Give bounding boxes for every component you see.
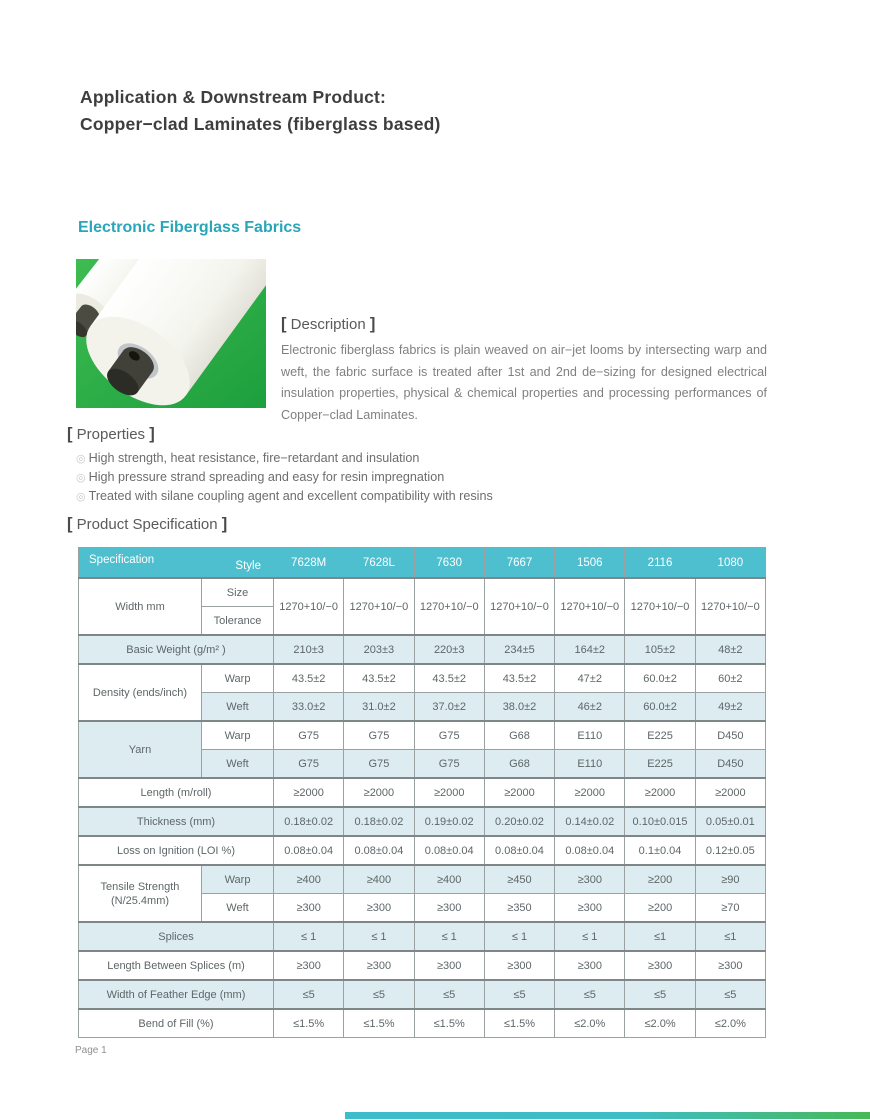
- style-column-header: 7630: [414, 548, 484, 579]
- style-column-header: 1506: [555, 548, 625, 579]
- row-label-thickness: Thickness (mm): [79, 807, 274, 836]
- spec-cell: 1270+10/−0: [555, 578, 625, 635]
- spec-cell: 43.5±2: [344, 664, 414, 693]
- spec-cell: 1270+10/−0: [344, 578, 414, 635]
- row-label-splices: Splices: [79, 922, 274, 951]
- table-row-density-warp: [79, 664, 766, 693]
- spec-cell: 43.5±2: [484, 664, 554, 693]
- row-label-density: Density (ends/inch): [79, 664, 202, 721]
- sub-label-warp: Warp: [202, 664, 274, 693]
- spec-cell: ≥300: [414, 894, 484, 923]
- spec-cell: ≥300: [555, 894, 625, 923]
- spec-cell: G75: [414, 750, 484, 779]
- row-label-basic-weight: Basic Weight (g/m² ): [79, 635, 274, 664]
- section-heading: Electronic Fiberglass Fabrics: [78, 219, 302, 236]
- sub-label-weft: Weft: [202, 894, 274, 923]
- spec-cell: ≥200: [625, 894, 695, 923]
- spec-cell: 43.5±2: [414, 664, 484, 693]
- spec-cell: ≥300: [555, 865, 625, 894]
- spec-cell: 49±2: [695, 693, 765, 722]
- product-photo: [76, 259, 266, 408]
- spec-cell: ≥2000: [484, 778, 554, 807]
- table-row-length: [79, 778, 766, 807]
- spec-cell: 105±2: [625, 635, 695, 664]
- row-label-length-between-splices: Length Between Splices (m): [79, 951, 274, 980]
- bracket-open: [: [281, 315, 287, 333]
- spec-cell: ≥300: [344, 951, 414, 980]
- sub-label-tolerance: Tolerance: [202, 607, 274, 636]
- spec-cell: 0.05±0.01: [695, 807, 765, 836]
- sub-label-warp: Warp: [202, 721, 274, 750]
- spec-cell: 0.14±0.02: [555, 807, 625, 836]
- description-paragraph: Electronic fiberglass fabrics is plain weaved on air−jet looms by intersecting warp and weft, the fabric surface is treated after 1st and 2nd de−sizing for designed electrical insulation properties, physical & chemical properties and processing performances of Copper−clad Laminates.: [281, 343, 767, 422]
- table-row-loi: [79, 836, 766, 865]
- spec-cell: 0.08±0.04: [274, 836, 344, 865]
- bracket-close: ]: [221, 515, 228, 533]
- spec-cell: 1270+10/−0: [695, 578, 765, 635]
- row-label-width: Width mm: [79, 578, 202, 635]
- spec-cell: ≥300: [414, 951, 484, 980]
- spec-cell: E110: [555, 750, 625, 779]
- spec-cell: 0.12±0.05: [695, 836, 765, 865]
- table-row-splices: [79, 922, 766, 951]
- spec-cell: ≤2.0%: [625, 1009, 695, 1038]
- page-title-line2: Copper−clad Laminates (fiberglass based): [80, 114, 441, 134]
- spec-cell: ≤5: [414, 980, 484, 1009]
- spec-cell: ≥200: [625, 865, 695, 894]
- spec-cell: ≤5: [274, 980, 344, 1009]
- spec-cell: ≤5: [484, 980, 554, 1009]
- properties-heading: [67, 425, 155, 444]
- row-label-yarn: Yarn: [79, 721, 202, 778]
- spec-cell: ≤ 1: [344, 922, 414, 951]
- spec-cell: ≤ 1: [555, 922, 625, 951]
- spec-cell: 1270+10/−0: [414, 578, 484, 635]
- bracket-open: [: [67, 515, 73, 533]
- spec-cell: ≤ 1: [414, 922, 484, 951]
- table-row-thickness: [79, 807, 766, 836]
- sub-label-size: Size: [202, 578, 274, 607]
- property-item-text: High strength, heat resistance, fire−retardant and insulation: [88, 451, 420, 465]
- sub-label-weft: Weft: [202, 750, 274, 779]
- table-header-row: [79, 548, 766, 579]
- spec-cell: ≤2.0%: [555, 1009, 625, 1038]
- spec-cell: 0.08±0.04: [414, 836, 484, 865]
- spec-cell: G75: [344, 721, 414, 750]
- spec-cell: ≥300: [344, 894, 414, 923]
- spec-cell: ≤1.5%: [274, 1009, 344, 1038]
- row-label-tensile-strength: [79, 865, 202, 922]
- spec-cell: G68: [484, 721, 554, 750]
- table-row-yarn-warp: [79, 721, 766, 750]
- spec-cell: ≥300: [695, 951, 765, 980]
- spec-cell: 60.0±2: [625, 664, 695, 693]
- spec-cell: 60.0±2: [625, 693, 695, 722]
- property-item: [76, 450, 493, 469]
- spec-cell: ≤1.5%: [414, 1009, 484, 1038]
- spec-cell: ≤1: [625, 922, 695, 951]
- spec-cell: ≤ 1: [484, 922, 554, 951]
- spec-cell: 31.0±2: [344, 693, 414, 722]
- spec-cell: 0.1±0.04: [625, 836, 695, 865]
- spec-cell: ≥300: [625, 951, 695, 980]
- spec-cell: 48±2: [695, 635, 765, 664]
- spec-cell: 0.19±0.02: [414, 807, 484, 836]
- spec-cell: 0.18±0.02: [274, 807, 344, 836]
- spec-cell: ≤5: [695, 980, 765, 1009]
- spec-cell: 210±3: [274, 635, 344, 664]
- spec-cell: ≥350: [484, 894, 554, 923]
- property-item-text: High pressure strand spreading and easy for resin impregnation: [88, 469, 445, 484]
- table-corner-cell: [79, 548, 274, 579]
- spec-cell: ≥300: [274, 951, 344, 980]
- spec-cell: ≤5: [344, 980, 414, 1009]
- spec-cell: E225: [625, 750, 695, 779]
- spec-cell: ≤5: [555, 980, 625, 1009]
- spec-cell: ≥2000: [274, 778, 344, 807]
- style-column-header: 7667: [484, 548, 554, 579]
- sub-label-weft: Weft: [202, 693, 274, 722]
- spec-cell: 220±3: [414, 635, 484, 664]
- spec-cell: ≥300: [555, 951, 625, 980]
- spec-cell: D450: [695, 721, 765, 750]
- spec-cell: ≥2000: [695, 778, 765, 807]
- spec-cell: ≥400: [414, 865, 484, 894]
- property-item: [76, 488, 493, 507]
- table-row-basic-weight: [79, 635, 766, 664]
- spec-cell: ≥70: [695, 894, 765, 923]
- table-row-length-between-splices: [79, 951, 766, 980]
- description-heading: [281, 315, 375, 334]
- properties-list: [76, 450, 493, 506]
- bracket-open: [: [67, 425, 73, 443]
- spec-cell: ≥90: [695, 865, 765, 894]
- product-specification-heading: [67, 515, 227, 534]
- spec-cell: 1270+10/−0: [484, 578, 554, 635]
- corner-style-label: Style: [235, 560, 261, 572]
- spec-cell: 0.20±0.02: [484, 807, 554, 836]
- spec-cell: 46±2: [555, 693, 625, 722]
- tensile-label-line2: (N/25.4mm): [110, 894, 170, 907]
- spec-cell: 1270+10/−0: [274, 578, 344, 635]
- spec-cell: ≤1.5%: [344, 1009, 414, 1038]
- spec-cell: 0.08±0.04: [484, 836, 554, 865]
- spec-cell: 234±5: [484, 635, 554, 664]
- spec-cell: ≥400: [274, 865, 344, 894]
- spec-cell: 38.0±2: [484, 693, 554, 722]
- spec-cell: 1270+10/−0: [625, 578, 695, 635]
- corner-specification-label: Specification: [89, 554, 155, 566]
- row-label-length: Length (m/roll): [79, 778, 274, 807]
- properties-heading-text: Properties: [76, 426, 146, 443]
- spec-cell: G75: [274, 750, 344, 779]
- row-label-bend-of-fill: Bend of Fill (%): [79, 1009, 274, 1038]
- row-label-loi: Loss on Ignition (LOI %): [79, 836, 274, 865]
- spec-cell: G75: [414, 721, 484, 750]
- spec-cell: ≥450: [484, 865, 554, 894]
- spec-cell: ≤2.0%: [695, 1009, 765, 1038]
- spec-cell: 37.0±2: [414, 693, 484, 722]
- spec-cell: 43.5±2: [274, 664, 344, 693]
- table-row-bend-of-fill: [79, 1009, 766, 1038]
- spec-cell: E110: [555, 721, 625, 750]
- spec-cell: ≥2000: [344, 778, 414, 807]
- row-label-feather-edge: Width of Feather Edge (mm): [79, 980, 274, 1009]
- property-item: [76, 469, 493, 488]
- spec-cell: ≥2000: [414, 778, 484, 807]
- table-row-tensile-warp: [79, 865, 766, 894]
- spec-cell: 164±2: [555, 635, 625, 664]
- spec-cell: ≤1: [695, 922, 765, 951]
- spec-cell: 0.08±0.04: [344, 836, 414, 865]
- table-row-width-size: [79, 578, 766, 607]
- spec-cell: 47±2: [555, 664, 625, 693]
- flower-bullet-icon: ◎: [76, 471, 86, 484]
- table-row-feather-edge: [79, 980, 766, 1009]
- spec-cell: 0.08±0.04: [555, 836, 625, 865]
- spec-cell: G75: [344, 750, 414, 779]
- page-title: [80, 84, 441, 138]
- spec-cell: ≤ 1: [274, 922, 344, 951]
- product-specification-heading-text: Product Specification: [76, 516, 218, 533]
- spec-cell: ≤5: [625, 980, 695, 1009]
- spec-cell: E225: [625, 721, 695, 750]
- spec-cell: G68: [484, 750, 554, 779]
- spec-cell: D450: [695, 750, 765, 779]
- style-column-header: 7628M: [274, 548, 344, 579]
- spec-cell: ≥2000: [555, 778, 625, 807]
- description-heading-text: Description: [290, 316, 366, 333]
- flower-bullet-icon: ◎: [76, 453, 86, 465]
- page-number: Page 1: [75, 1045, 107, 1056]
- style-column-header: 1080: [695, 548, 765, 579]
- spec-cell: G75: [274, 721, 344, 750]
- bracket-close: ]: [149, 425, 155, 443]
- style-column-header: 2116: [625, 548, 695, 579]
- spec-cell: 0.18±0.02: [344, 807, 414, 836]
- sub-label-warp: Warp: [202, 865, 274, 894]
- flower-bullet-icon: ◎: [76, 490, 86, 503]
- spec-cell: ≥300: [484, 951, 554, 980]
- spec-cell: ≥2000: [625, 778, 695, 807]
- spec-cell: ≥300: [274, 894, 344, 923]
- style-column-header: 7628L: [344, 548, 414, 579]
- product-specification-table: [78, 547, 766, 1038]
- spec-cell: 60±2: [695, 664, 765, 693]
- tensile-label-line1: Tensile Strength: [100, 880, 180, 893]
- spec-cell: ≥400: [344, 865, 414, 894]
- spec-cell: 33.0±2: [274, 693, 344, 722]
- spec-cell: 0.10±0.015: [625, 807, 695, 836]
- page-title-line1: Application & Downstream Product:: [80, 87, 387, 107]
- spec-cell: ≤1.5%: [484, 1009, 554, 1038]
- spec-cell: 203±3: [344, 635, 414, 664]
- property-item-text: Treated with silane coupling agent and excellent compatibility with resins: [88, 488, 493, 503]
- bracket-close: ]: [369, 315, 376, 333]
- footer-accent-bar: [345, 1112, 870, 1119]
